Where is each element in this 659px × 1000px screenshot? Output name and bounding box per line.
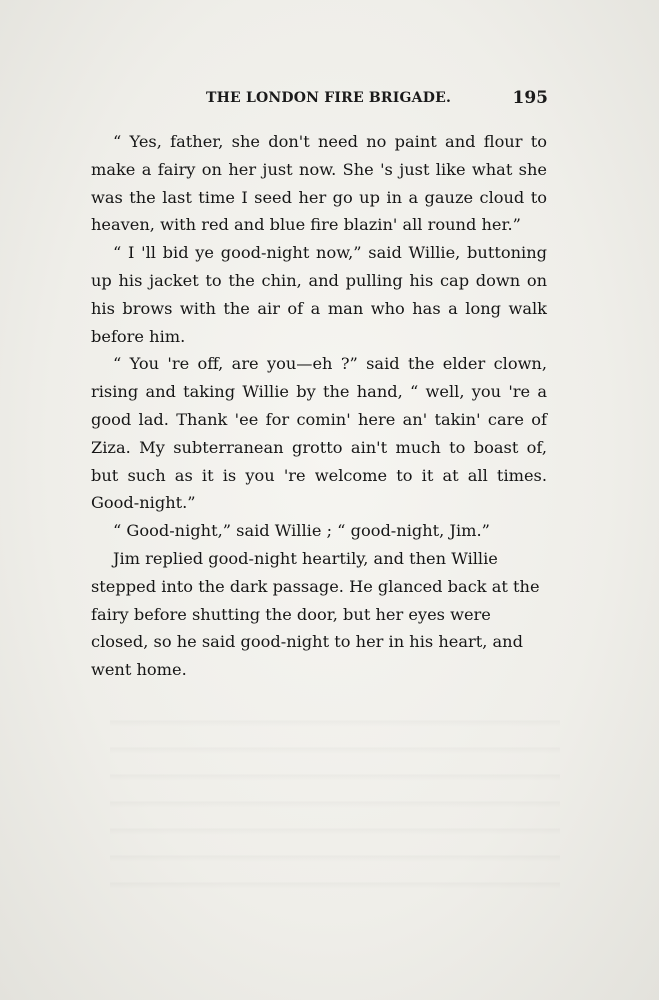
page-header: [90, 88, 548, 112]
paragraph: “ Good-night,” said Willie ; “ good-night, Jim.”: [113, 521, 490, 541]
show-through-texture: [110, 700, 560, 900]
paragraph: “ Yes, father, she don't need no paint and flour to make a fairy on her just now. She 's just like what she was the last time I seed her go up in a gauze cloud to heaven, with red and blue fire blazin' all round her.”: [91, 132, 547, 235]
paragraph: Jim replied good-night heartily, and then Willie stepped into the dark passage. He glanced back at the fairy before shutting the door, but her eyes were closed, so he said good-night to her in his heart, and went home.: [91, 548, 540, 680]
running-head: THE LONDON FIRE BRIGADE.: [206, 90, 452, 106]
body-text: [91, 128, 547, 684]
paragraph: “ You 're off, are you—eh ?” said the elder clown, rising and taking Willie by the hand, “ well, you 're a good lad. Thank 'ee for comin' here an' takin' care of Ziza. My subterranean grotto ain't much to boast of, but such as it is you 're welcome to it at all times. Good-night.”: [91, 354, 547, 513]
page-number: 195: [512, 88, 548, 108]
paragraph: “ I 'll bid ye good-night now,” said Willie, buttoning up his jacket to the chin, and pulling his cap down on his brows with the air of a man who has a long walk before him.: [91, 243, 547, 346]
